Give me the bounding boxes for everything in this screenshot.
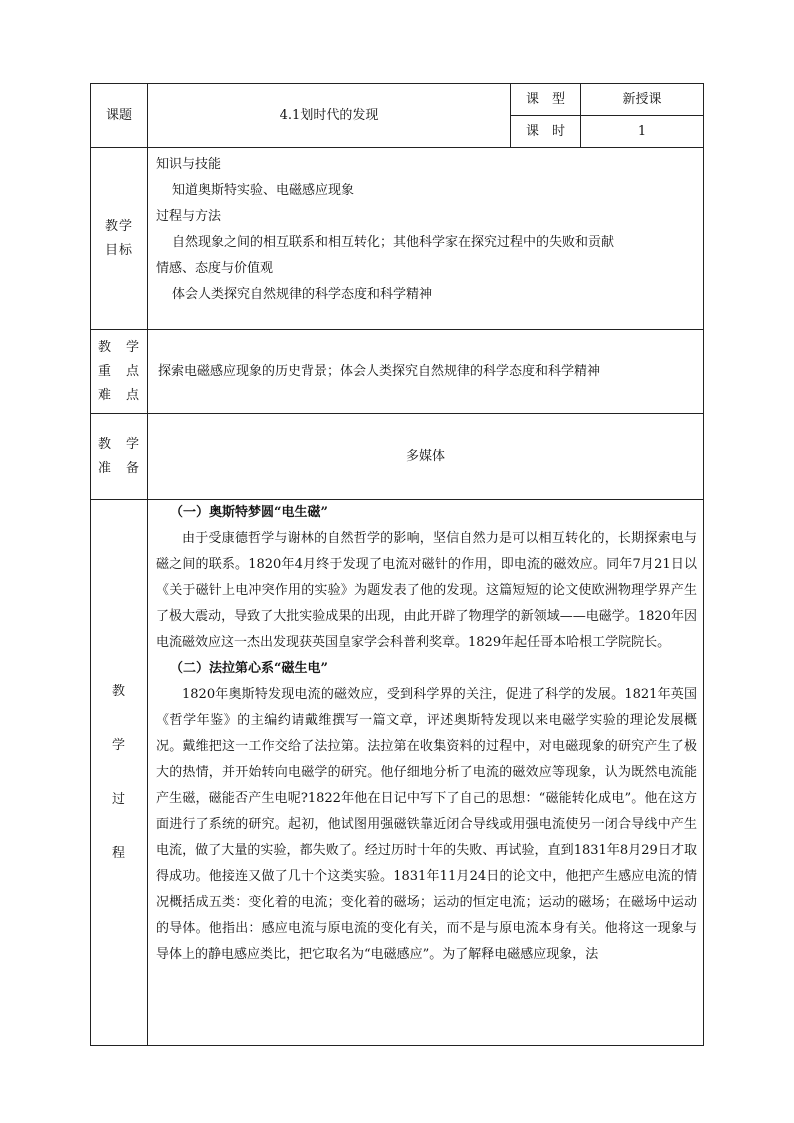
objective-heading: 过程与方法 <box>156 209 222 224</box>
objectives-label-line: 教学 <box>104 218 133 234</box>
key-points-label-line: 教 学 <box>97 339 140 355</box>
objective-item: 知道奥斯特实验、电磁感应现象 <box>172 183 355 198</box>
objective-item: 体会人类探究自然规律的科学态度和科学精神 <box>172 287 433 302</box>
process-content <box>148 500 704 1046</box>
key-points-text: 探索电磁感应现象的历史背景；体会人类探究自然规律的科学态度和科学精神 <box>148 330 704 414</box>
objectives-content <box>148 148 704 330</box>
key-points-label-line: 重 点 <box>97 363 140 379</box>
objective-heading: 知识与技能 <box>156 157 222 172</box>
process-label-char: 程 <box>111 845 126 861</box>
preparation-label-line: 准 备 <box>97 460 140 476</box>
section-paragraph: 由于受康德哲学与谢林的自然哲学的影响，坚信自然力是可以相互转化的，长期探索电与磁之间的联系。1820年4月终于发现了电流对磁针的作用，即电流的磁效应。同年7月21日以《关于磁针上电冲突作用的实验》为题发表了他的发现。这篇短短的论文使欧洲物理学界产生了极大震动，导致了大批实验成果的出现，由此开辟了物理学的新领域——电磁学。1820年因电流磁效应这一杰出发现获英国皇家学会科普利奖章。1829年起任哥本哈根工学院院长。 <box>156 531 697 650</box>
topic-label: 课题 <box>91 84 148 148</box>
section-heading: （一）奥斯特梦圆“电生磁” <box>170 505 328 520</box>
lesson-plan-table <box>90 83 704 1046</box>
objective-item: 自然现象之间的相互联系和相互转化；其他科学家在探究过程中的失败和贡献 <box>172 235 615 250</box>
preparation-label <box>91 414 148 500</box>
process-label-char: 学 <box>111 737 126 753</box>
key-points-label-line: 难 点 <box>97 387 140 403</box>
section-heading: （二）法拉第心系“磁生电” <box>170 661 328 676</box>
type-value: 新授课 <box>581 84 704 116</box>
objectives-label-line: 目标 <box>104 242 133 258</box>
topic-title: 4.1划时代的发现 <box>148 84 511 148</box>
objectives-label <box>91 148 148 330</box>
key-points-label <box>91 330 148 414</box>
section-paragraph: 1820年奥斯特发现电流的磁效应，受到科学界的关注，促进了科学的发展。1821年英国《哲学年鉴》的主编约请戴维撰写一篇文章，评述奥斯特发现以来电磁学实验的理论发展概况。戴维把这一工作交给了法拉第。法拉第在收集资料的过程中，对电磁现象的研究产生了极大的热情，并开始转向电磁学的研究。他仔细地分析了电流的磁效应等现象，认为既然电流能产生磁，磁能否产生电呢?1822年他在日记中写下了自己的思想：“磁能转化成电”。他在这方面进行了系统的研究。起初，他试图用强磁铁靠近闭合导线或用强电流使另一闭合导线中产生电流，做了大量的实验，都失败了。经过历时十年的失败、再试验，直到1831年8月29日才取得成功。他接连又做了几十个这类实验。1831年11月24日的论文中，他把产生感应电流的情况概括成五类：变化着的电流；变化着的磁场；运动的恒定电流；运动的磁场；在磁场中运动的导体。他指出：感应电流与原电流的变化有关，而不是与原电流本身有关。他将这一现象与导体上的静电感应类比，把它取名为“电磁感应”。为了解释电磁感应现象，法 <box>156 687 697 962</box>
process-label-char: 过 <box>111 791 126 807</box>
process-label <box>91 500 148 1046</box>
preparation-text: 多媒体 <box>148 414 704 500</box>
objective-heading: 情感、态度与价值观 <box>156 261 274 276</box>
hours-value: 1 <box>581 116 704 148</box>
process-label-char: 教 <box>111 683 126 699</box>
hours-label: 课 时 <box>511 116 581 148</box>
type-label: 课 型 <box>511 84 581 116</box>
preparation-label-line: 教 学 <box>97 436 140 452</box>
